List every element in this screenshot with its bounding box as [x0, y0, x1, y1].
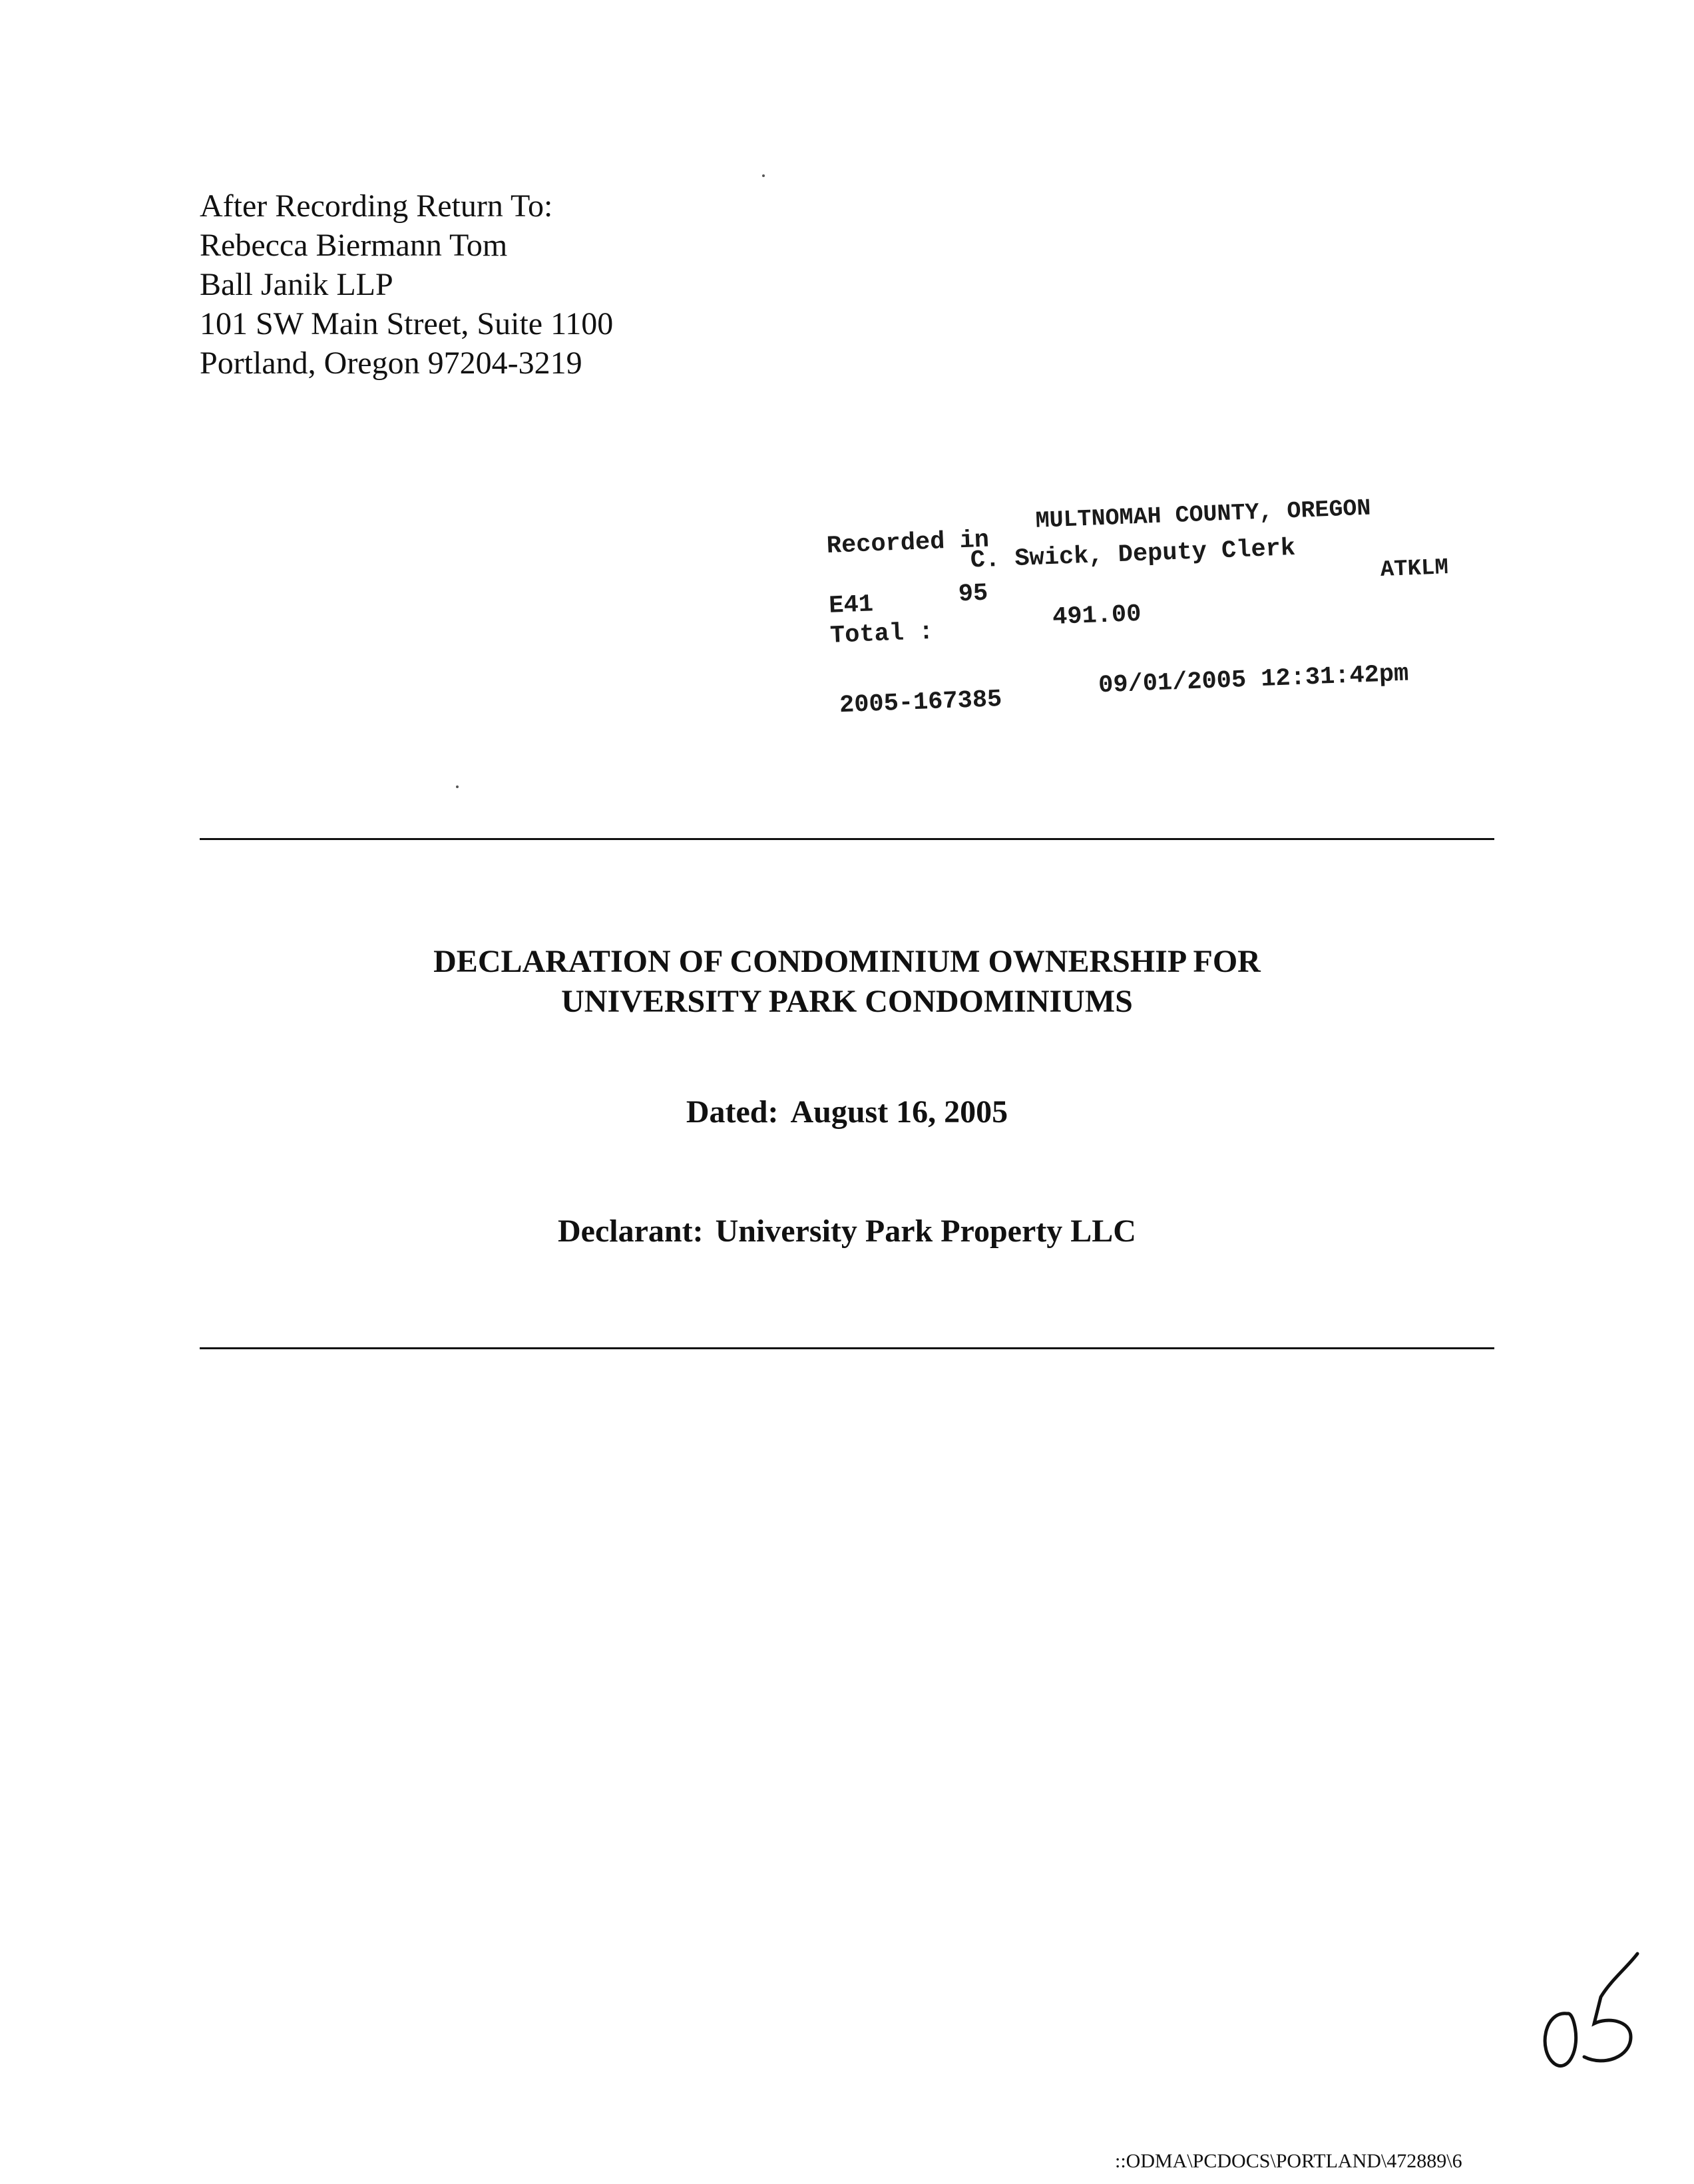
stamp-number: 95 — [958, 579, 989, 609]
stamp-total-label: Total : — [829, 618, 935, 650]
return-address-city: Portland, Oregon 97204-3219 — [200, 345, 582, 381]
declarant-label: Declarant: — [558, 1213, 704, 1249]
stamp-e41: E41 — [828, 590, 874, 620]
document-path: ::ODMA\PCDOCS\PORTLAND\472889\6 — [1115, 2150, 1462, 2172]
handwritten-mark — [1531, 1950, 1651, 2083]
title-line-2: UNIVERSITY PARK CONDOMINIUMS — [561, 984, 1133, 1019]
stamp-county: MULTNOMAH COUNTY, OREGON — [1034, 495, 1372, 535]
title-line-1: DECLARATION OF CONDOMINIUM OWNERSHIP FOR — [433, 944, 1261, 979]
top-divider — [200, 838, 1494, 840]
stamp-clerk: C. Swick, Deputy Clerk — [970, 534, 1296, 575]
declarant-value: University Park Property LLC — [715, 1213, 1136, 1249]
bottom-divider — [200, 1347, 1494, 1349]
stamp-total-amount: 491.00 — [1052, 600, 1142, 632]
declarant-line — [200, 1211, 1494, 1251]
return-address-heading: After Recording Return To: — [200, 188, 553, 224]
stamp-code: ATKLM — [1380, 555, 1449, 584]
stamp-document-number: 2005-167385 — [839, 686, 1003, 720]
dated-value: August 16, 2005 — [790, 1094, 1008, 1130]
recording-stamp — [825, 487, 1499, 732]
return-address-name: Rebecca Biermann Tom — [200, 228, 508, 263]
return-address-block — [200, 186, 613, 383]
stamp-recorded-in: Recorded in — [826, 526, 990, 560]
stamp-datetime: 09/01/2005 12:31:42pm — [1098, 660, 1410, 700]
return-address-firm: Ball Janik LLP — [200, 267, 393, 302]
dated-label: Dated: — [686, 1094, 779, 1130]
scan-speck — [762, 174, 765, 177]
document-title — [200, 942, 1494, 1022]
dated-line — [200, 1092, 1494, 1132]
return-address-street: 101 SW Main Street, Suite 1100 — [200, 306, 614, 341]
scan-speck — [456, 785, 459, 788]
